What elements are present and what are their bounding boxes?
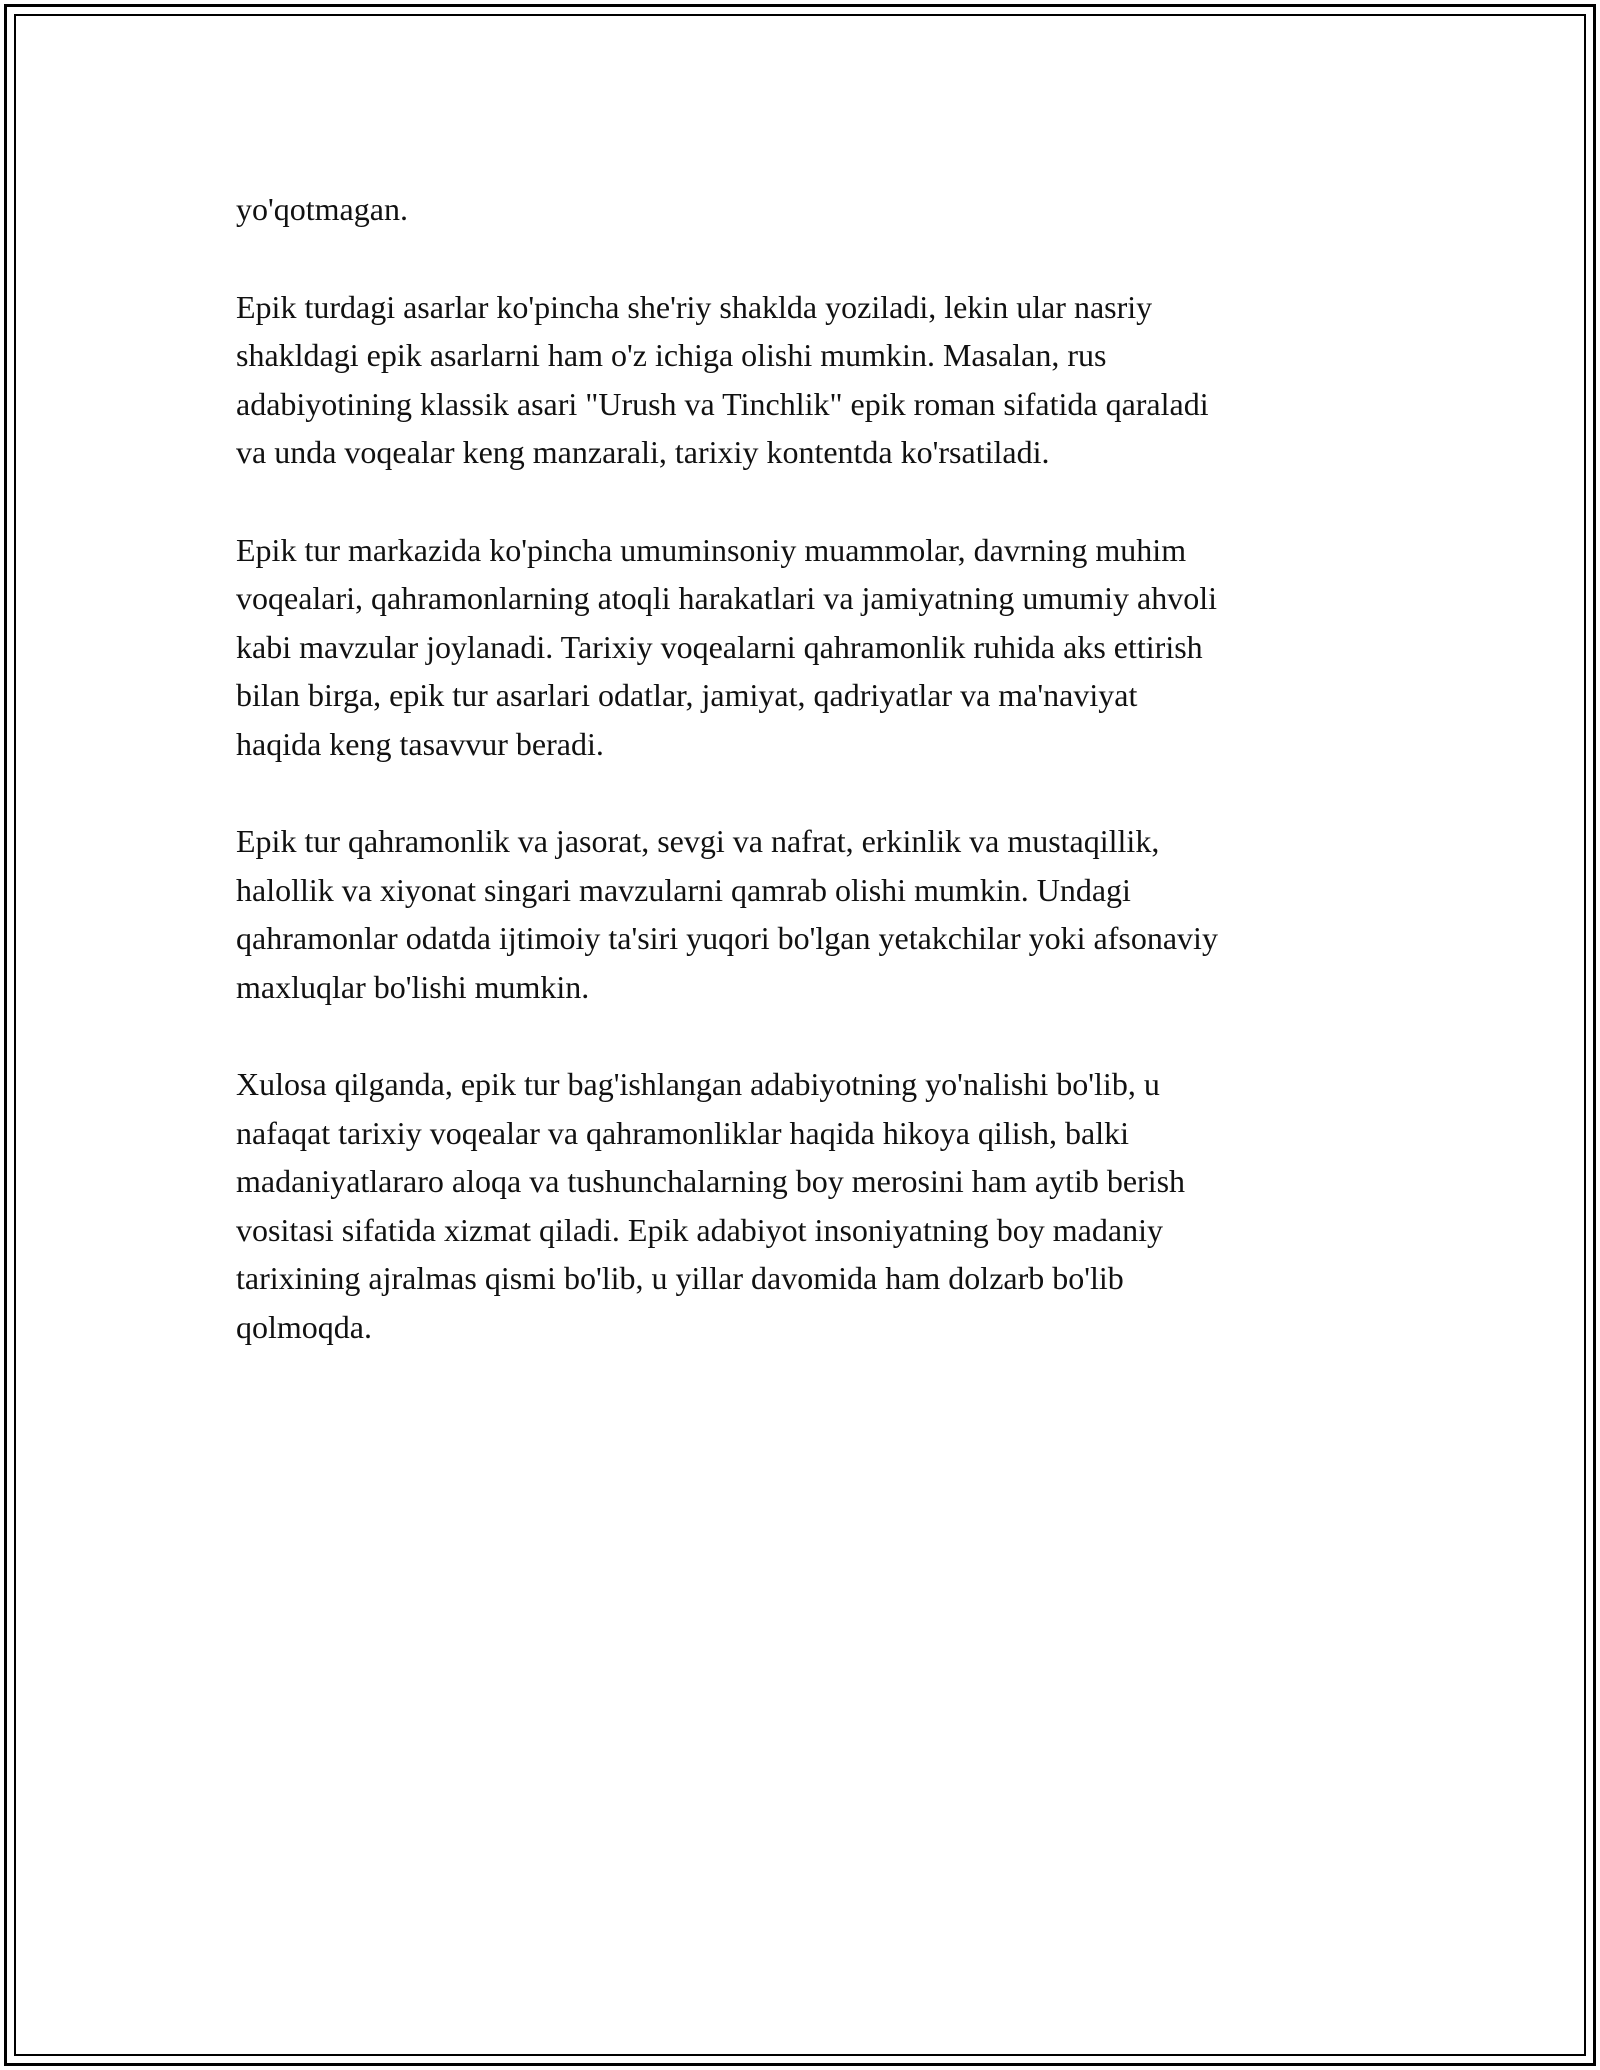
paragraph-epic-forms: Epik turdagi asarlar ko'pincha she'riy shaklda yoziladi, lekin ular nasriy shakldagi epik asarlarni ham o'z ichiga olishi mumkin. Masalan, rus adabiyotining klassik asari "Urush va Tinchlik" epik roman sifatida qaraladi va unda voqealar keng manzarali, tarixiy kontentda ko'rsatiladi.	[236, 288, 1209, 470]
paragraph-continuation: yo'qotmagan.	[236, 191, 408, 227]
paragraph-epic-heroes: Epik tur qahramonlik va jasorat, sevgi va nafrat, erkinlik va mustaqillik, halollik va xiyonat singari mavzularni qamrab olishi mumkin. Undagi qahramonlar odatda ijtimoiy ta'siri yuqori bo'lgan yetakchilar yoki afsonaviy maxluqlar bo'lishi mumkin.	[236, 823, 1218, 1005]
paragraph-conclusion: Xulosa qilganda, epik tur bag'ishlangan adabiyotning yo'nalishi bo'lib, u nafaqat tarixiy voqealar va qahramonliklar haqida hikoya qilish, balki madaniyatlararo aloqa va tushunchalarning boy merosini ham aytib berish vositasi sifatida xizmat qiladi. Epik adabiyot insoniyatning boy madaniy tarixining ajralmas qismi bo'lib, u yillar davomida ham dolzarb bo'lib qolmoqda.	[236, 1066, 1186, 1345]
document-body	[236, 185, 1376, 1400]
paragraph-epic-themes: Epik tur markazida ko'pincha umuminsoniy muammolar, davrning muhim voqealari, qahramonlarning atoqli harakatlari va jamiyatning umumiy ahvoli kabi mavzular joylanadi. Tarixiy voqealarni qahramonlik ruhida aks ettirish bilan birga, epik tur asarlari odatlar, jamiyat, qadriyatlar va ma'naviyat haqida keng tasavvur beradi.	[236, 531, 1218, 762]
